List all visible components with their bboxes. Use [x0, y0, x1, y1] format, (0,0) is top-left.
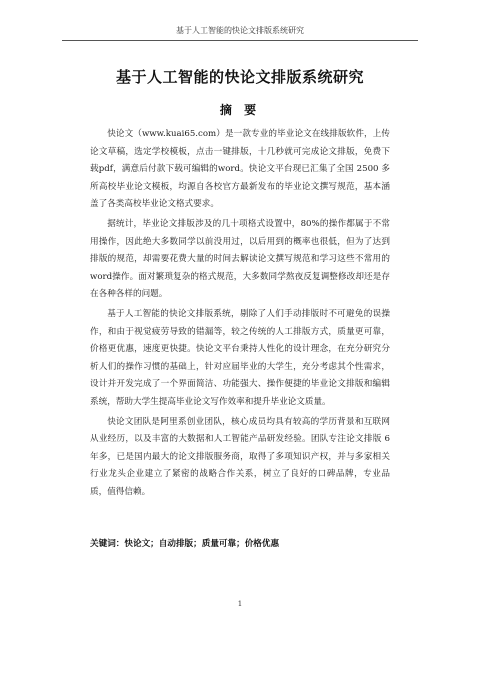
- abstract-paragraph: 据统计，毕业论文排版涉及的几十项格式设置中，80%的操作都属于不常用操作，因此绝大多数同学以前没用过，以后用到的概率也很低，但为了达到排版的规范，却需要花费大量的时间去解读论文撰写规范和学习这些不常用的word操作。面对繁琐复杂的格式规范，大多数同学熬夜反复调整修改却还是存在各种各样的问题。: [90, 219, 390, 299]
- abstract-paragraph: 基于人工智能的快论文排版系统，剔除了人们手动排版时不可避免的误操作，和由于视觉疲劳导致的错漏等，较之传统的人工排版方式，质量更可靠，价格更优惠，速度更快捷。快论文平台秉持人性化的设计理念，在充分研究分析人们的操作习惯的基础上，针对应届毕业的大学生，充分考虑其个性需求，设计并开发完成了一个界面简洁、功能强大、操作便捷的毕业论文排版和编辑系统，帮助大学生提高毕业论文写作效率和提升毕业论文质量。: [90, 309, 390, 407]
- page-number: 1: [237, 600, 243, 608]
- abstract-heading: 摘 要: [219, 103, 261, 117]
- page-title: 基于人工智能的快论文排版系统研究: [115, 68, 364, 86]
- keywords-line: 关键词：快论文；自动排版；质量可靠；价格优惠: [90, 539, 280, 549]
- abstract-paragraph: 快论文（www.kuai65.com）是一款专业的毕业论文在线排版软件，上传论文草稿，选定学校模板，点击一键排版，十几秒就可完成论文排版，免费下载pdf，满意后付款下载可编辑的word。快论文平台现已汇集了全国 2500 多所高校毕业论文模板，均源自各校官方最新发布的毕业论文撰写规范，基本涵盖了各类高校毕业论文格式要求。: [90, 129, 390, 209]
- abstract-paragraph: 快论文团队是阿里系创业团队，核心成员均具有较高的学历背景和互联网从业经历，以及丰富的大数据和人工智能产品研发经验。团队专注论文排版 6 年多，已是国内最大的论文排版服务商，取得了多项知识产权，并与多家相关行业龙头企业建立了紧密的战略合作关系，树立了良好的口碑品牌，专业品质，值得信赖。: [90, 416, 390, 497]
- running-header: 基于人工智能的快论文排版系统研究: [62, 24, 418, 41]
- abstract-body: [90, 126, 390, 504]
